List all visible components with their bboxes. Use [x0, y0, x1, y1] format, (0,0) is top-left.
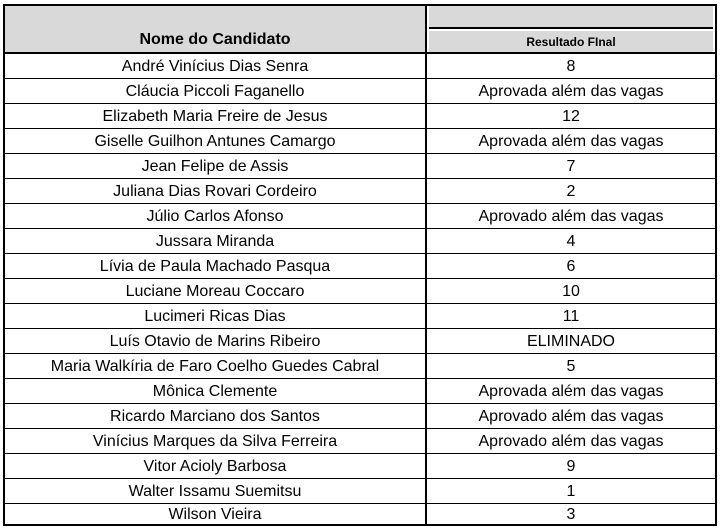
table-row [5, 129, 715, 154]
candidate-name: Ricardo Marciano dos Santos [5, 404, 427, 428]
candidate-name: Wilson Vieira [5, 504, 427, 526]
candidate-result: Aprovada além das vagas [478, 383, 664, 400]
table-row [5, 154, 715, 179]
candidate-result: 11 [562, 308, 580, 325]
table-row [5, 104, 715, 129]
candidate-result: Aprovada além das vagas [478, 83, 664, 100]
table-row [5, 379, 715, 404]
table-row [5, 204, 715, 229]
candidate-result: Aprovada além das vagas [478, 133, 664, 150]
candidate-name: Luís Otavio de Marins Ribeiro [5, 329, 427, 353]
header-name-cell [5, 6, 427, 52]
table-header [5, 6, 715, 54]
table-row [5, 54, 715, 79]
candidate-name: Vitor Acioly Barbosa [5, 454, 427, 478]
candidate-result: 7 [566, 158, 576, 175]
candidate-result: 2 [566, 183, 576, 200]
candidate-result: Aprovado além das vagas [478, 433, 664, 450]
candidate-result: 3 [566, 506, 576, 523]
table-row [5, 429, 715, 454]
candidate-name: Giselle Guilhon Antunes Camargo [5, 129, 427, 153]
candidate-name: Jussara Miranda [5, 229, 427, 253]
candidate-name: Cláucia Piccoli Faganello [5, 79, 427, 103]
table-row [5, 179, 715, 204]
candidate-result: 9 [566, 458, 576, 475]
header-name-label: Nome do Candidato [139, 31, 291, 48]
candidate-result: 4 [566, 233, 576, 250]
candidate-name: Lívia de Paula Machado Pasqua [5, 254, 427, 278]
candidate-name: Lucimeri Ricas Dias [5, 304, 427, 328]
table-row [5, 354, 715, 379]
candidate-result: 12 [562, 108, 580, 125]
candidate-name: Vinícius Marques da Silva Ferreira [5, 429, 427, 453]
table-row [5, 279, 715, 304]
candidate-result: Aprovado além das vagas [478, 208, 664, 225]
table-row [5, 229, 715, 254]
candidate-name: Elizabeth Maria Freire de Jesus [5, 104, 427, 128]
results-table [3, 4, 717, 526]
table-body [5, 54, 715, 526]
table-row [5, 504, 715, 526]
table-row [5, 404, 715, 429]
table-row [5, 304, 715, 329]
table-row [5, 329, 715, 354]
candidate-result: 10 [562, 283, 580, 300]
candidate-name: Walter Issamu Suemitsu [5, 479, 427, 503]
candidate-name: Mônica Clemente [5, 379, 427, 403]
candidate-result: ELIMINADO [526, 333, 615, 350]
header-result-top-cell [429, 6, 713, 29]
candidate-name: Júlio Carlos Afonso [5, 204, 427, 228]
candidate-name: Jean Felipe de Assis [5, 154, 427, 178]
table-row [5, 454, 715, 479]
table-row [5, 479, 715, 504]
candidate-name: Luciane Moreau Coccaro [5, 279, 427, 303]
candidate-name: Juliana Dias Rovari Cordeiro [5, 179, 427, 203]
candidate-name: Maria Walkíria de Faro Coelho Guedes Cabral [5, 354, 427, 378]
candidate-result: Aprovado além das vagas [478, 408, 664, 425]
candidate-result: 6 [566, 258, 576, 275]
candidate-name: André Vinícius Dias Senra [5, 54, 427, 78]
candidate-result: 8 [566, 58, 576, 75]
table-row [5, 79, 715, 104]
header-result-column [427, 6, 715, 52]
table-row [5, 254, 715, 279]
header-result-label: Resultado FInal [429, 31, 713, 52]
candidate-result: 5 [566, 358, 576, 375]
candidate-result: 1 [566, 483, 576, 500]
